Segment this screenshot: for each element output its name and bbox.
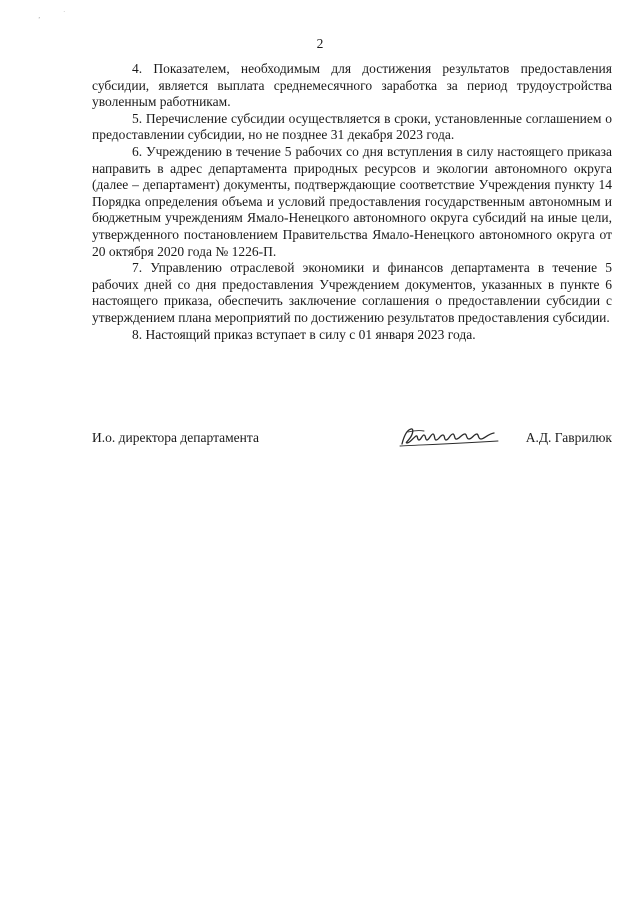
signatory-title: И.о. директора департамента — [92, 430, 259, 445]
document-body — [92, 61, 612, 343]
paragraph-6: 6. Учреждению в течение 5 рабочих со дня вступления в силу настоящего приказа направить в адрес департамента природных ресурсов и экологии автономного округа (далее – департамент) документы, подтверждающие соответствие Учреждения пункту 14 Порядка определения объема и условий предоставления государственным автономным и бюджетным учреждениям Ямало-Ненецкого автономного округа субсидий на иные цели, утвержденного постановлением Правительства Ямало-Ненецкого автономного округа от 20 октября 2020 года № 1226-П. — [92, 143, 612, 259]
paragraph-8: 8. Настоящий приказ вступает в силу с 01 января 2023 года. — [132, 326, 476, 342]
handwritten-signature — [398, 426, 502, 450]
scan-artifact-mark: ˙ — [63, 10, 66, 18]
signature-block — [92, 426, 612, 454]
paragraph-4: 4. Показателем, необходимым для достижения результатов предоставления субсидии, является выплата среднемесячного заработка за период трудоустройства уволенным работникам. — [92, 61, 612, 110]
paragraph-7: 7. Управлению отраслевой экономики и финансов департамента в течение 5 рабочих дней со дня предоставления Учреждением документов, указанных в пункте 6 настоящего приказа, обеспечить заключение соглашения о предоставлении субсидии с утверждением плана мероприятий по достижению результатов предоставления субсидии. — [92, 260, 612, 325]
scan-artifact-mark: ‚ — [38, 12, 41, 20]
signatory-name: А.Д. Гаврилюк — [525, 430, 612, 445]
paragraph-5: 5. Перечисление субсидии осуществляется в сроки, установленные соглашением о предоставлении субсидии, но не позднее 31 декабря 2023 года. — [92, 110, 612, 143]
page-number: 2 — [316, 36, 324, 51]
